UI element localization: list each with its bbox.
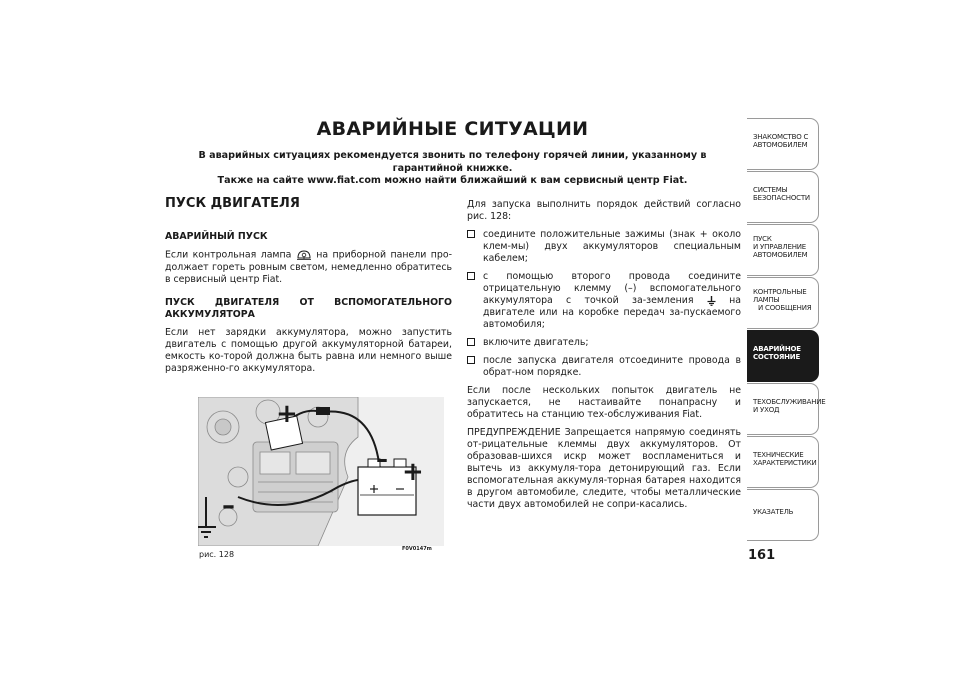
chapter-tabs [747,118,826,542]
checkbox-bullet-icon [467,356,475,364]
warning-paragraph: ПРЕДУПРЕЖДЕНИЕ Запрещается напрямую соединять от-рицательные клеммы двух аккумуляторов. От образовав-шихся искр может воспламениться и вытечь из аккумуля-тора детонирующий газ. Если вспомогательная аккумуля-торная батарея находится в другом автомобиле, следите, чтобы металлические части двух автомобилей не сопри-касались. [467,427,741,510]
list-item: соедините положительные зажимы (знак + около клем-мы) двух аккумуляторов специальным кабелем; [467,229,741,265]
list-item: после запуска двигателя отсоедините провода в обрат-ном порядке. [467,355,741,379]
tab-intro[interactable]: ЗНАКОМСТВО С АВТОМОБИЛЕМ [747,118,819,170]
plus-sign-on-battery: + [276,399,298,429]
minus-sign-aux: – [376,445,388,473]
immobilizer-lamp-icon [296,249,312,261]
figure-caption: рис. 128 [199,550,235,559]
no-start-paragraph: Если после нескольких попыток двигатель не запускается, не настаивайте понапрасну и обратитесь на станцию тех-обслуживания Fiat. [467,385,741,420]
checkbox-bullet-icon [467,230,475,238]
section-title: ПУСК ДВИГАТЕЛЯ [165,196,300,211]
tab-specifications[interactable]: ТЕХНИЧЕСКИЕ ХАРАКТЕРИСТИКИ [747,436,819,488]
list-item: включите двигатель; [467,337,741,349]
intro-line-2: Также на сайте www.fiat.com можно найти ближайший к вам сервисный центр Fiat. [217,175,688,186]
emergency-start-text [165,249,452,286]
tab-safety[interactable]: СИСТЕМЫ БЕЗОПАСНОСТИ [747,171,819,223]
tab-emergency[interactable]: АВАРИЙНОЕ СОСТОЯНИЕ [747,330,819,382]
list-item: с помощью второго провода соедините отрицательную клемму (–) вспомогательного аккумулятора с точкой за-земления на двигателе или на коробке передач за-пускаемого автомобиля; [467,271,741,331]
emergency-text-before: Если контрольная лампа [165,249,292,261]
page-title: АВАРИЙНЫЕ СИТУАЦИИ [316,118,589,140]
intro-line-1: В аварийных ситуациях рекомендуется звонить по телефону горячей линии, указанному в гарантийной книжке. [198,150,707,174]
minus-sign-ground: – [222,491,235,521]
plus-sign-aux: + [402,457,424,487]
hotline-intro [165,150,740,188]
left-column [165,231,452,386]
procedure-intro: Для запуска выполнить порядок действий согласно рис. 128: [467,199,741,222]
right-column [467,199,741,517]
tab-maintenance[interactable]: ТЕХОБСЛУЖИВАНИЕ И УХОД [747,383,819,435]
checkbox-bullet-icon [467,272,475,280]
tab-warning-lights[interactable]: КОНТРОЛЬНЫЕ ЛАМПЫ И СООБЩЕНИЯ [747,277,819,329]
figure-jump-start [198,397,444,546]
aux-battery-heading: ПУСК ДВИГАТЕЛЯ ОТ ВСПОМОГАТЕЛЬНОГО АККУМУЛЯТОРА [165,296,452,320]
figure-code: F0V0147m [402,546,432,552]
procedure-steps [467,229,741,379]
page-number: 161 [748,548,776,563]
aux-battery-text: Если нет зарядки аккумулятора, можно запустить двигатель с помощью другой аккумуляторной батареи, емкость ко-торой должна быть равна или немного выше разряженно-го аккумулятора. [165,326,452,374]
checkbox-bullet-icon [467,338,475,346]
emergency-start-heading: АВАРИЙНЫЙ ПУСК [165,231,268,242]
tab-driving[interactable]: ПУСК И УПРАВЛЕНИЕ АВТОМОБИЛЕМ [747,224,819,276]
ground-icon [707,296,716,306]
emergency-text-after: на приборной панели про-должает гореть ровным светом, немедленно обратитесь в сервисный центр Fiat. [165,249,453,285]
tab-index[interactable]: УКАЗАТЕЛЬ [747,489,819,541]
